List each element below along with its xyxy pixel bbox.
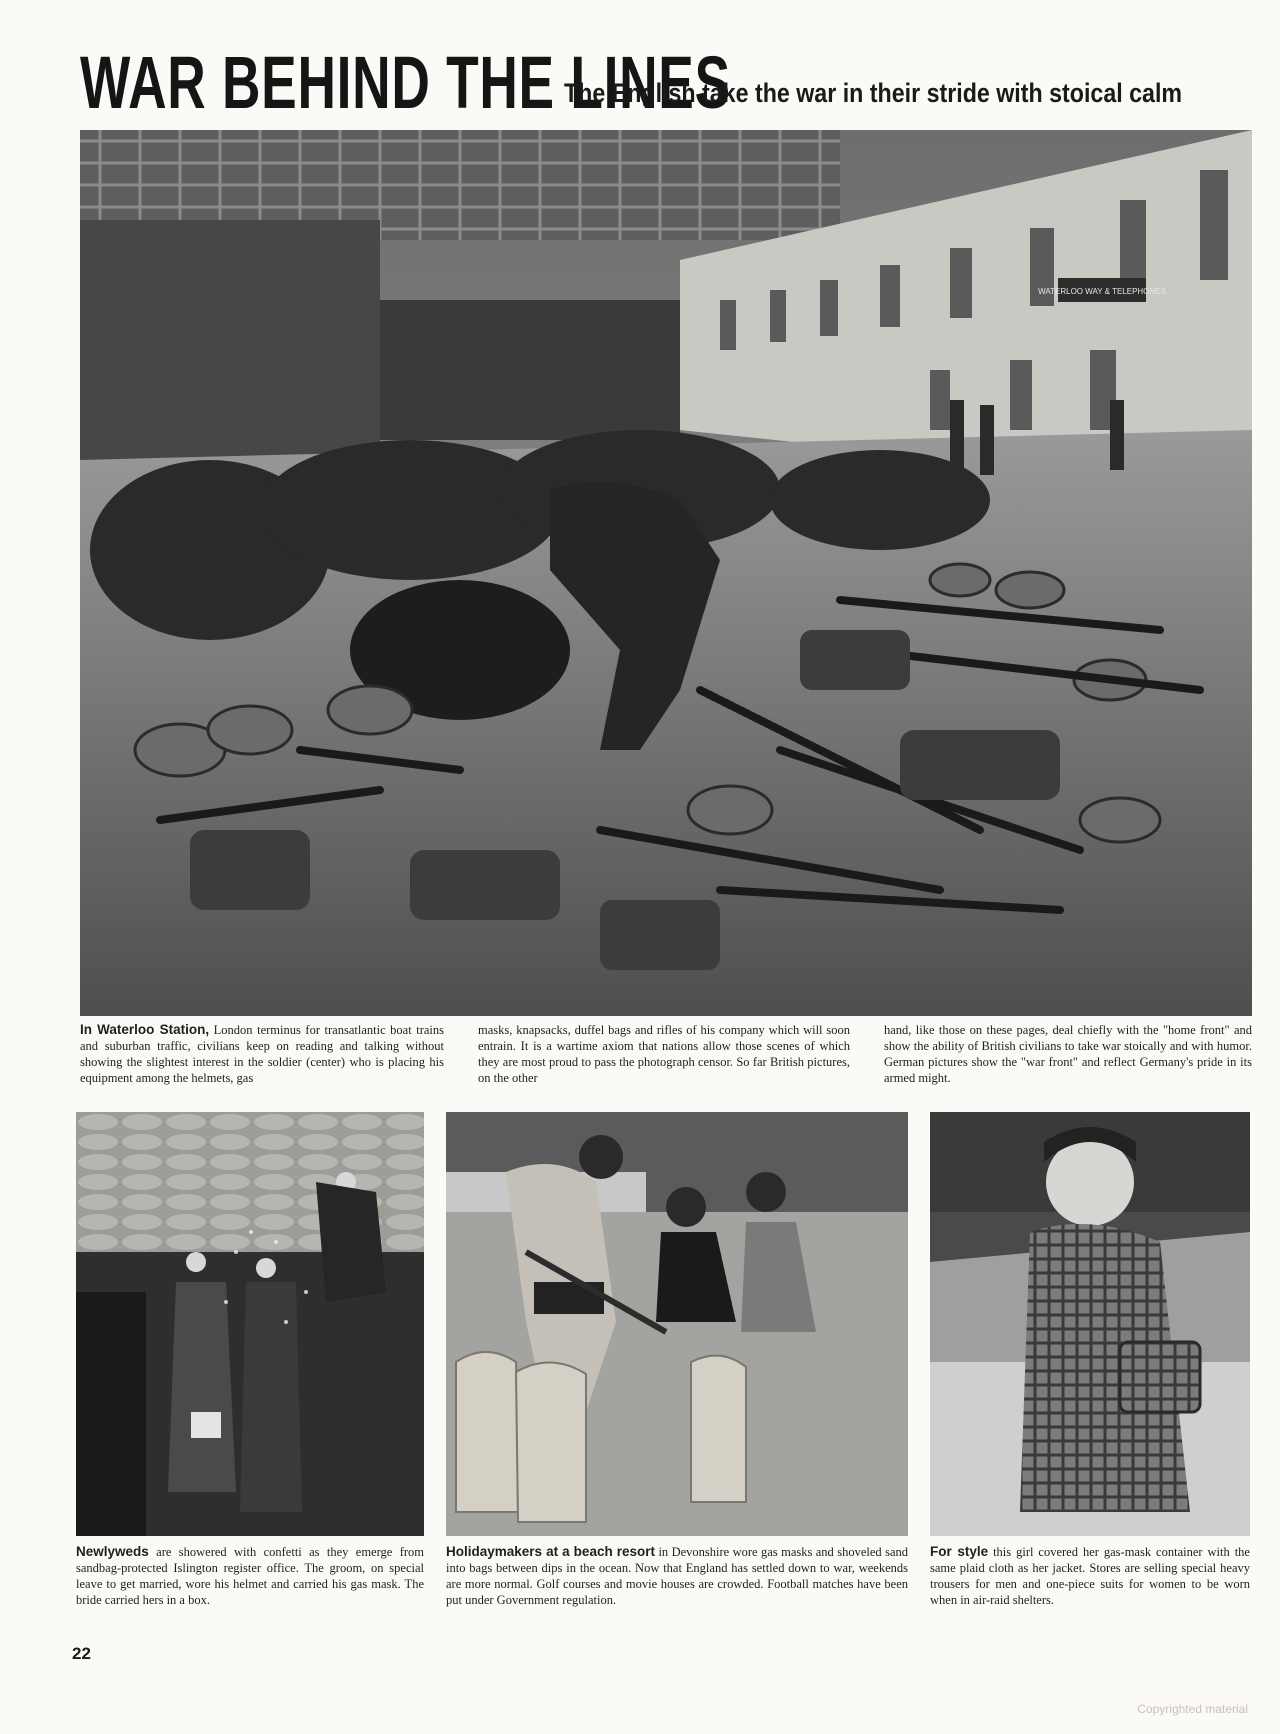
page-subtitle: The English take the war in their stride with stoical calm	[564, 78, 1183, 108]
page-number: 22	[72, 1644, 91, 1663]
newlyweds-caption-text: are showered with confetti as they emerge from sandbag-protected Islington register office. The groom, on special leave to get married, wore his helmet and carried his gas mask. The bride carried hers in a box.	[76, 1545, 424, 1607]
station-sign: WATERLOO WAY & TELEPHONES	[1038, 287, 1166, 296]
beach-caption	[446, 1544, 908, 1608]
waterloo-station-photo	[80, 130, 1252, 1016]
style-caption-lead: For style	[930, 1544, 989, 1559]
newlyweds-caption-lead: Newlyweds	[76, 1544, 149, 1559]
beach-resort-photo	[446, 1112, 908, 1536]
main-caption-column-3	[884, 1022, 1252, 1086]
copyright-watermark: Copyrighted material	[1137, 1702, 1248, 1716]
style-caption	[930, 1544, 1250, 1608]
beach-caption-lead: Holidaymakers at a beach resort	[446, 1544, 656, 1559]
main-caption-text-2: masks, knapsacks, duffel bags and rifles of his company which will soon entrain. It is a wartime axiom that nations allow those scenes of which they are most proud to pass the photograph censor. So far British pictures, on the other	[478, 1023, 850, 1085]
gas-mask-style-photo	[930, 1112, 1250, 1536]
beach-caption-text: in Devonshire wore gas masks and shoveled sand into bags between dips in the ocean. Now that England has settled down to war, weekends are more normal. Golf courses and movie houses are crowded. Football matches have been put under Government regulation.	[446, 1545, 908, 1607]
newlyweds-photo	[76, 1112, 424, 1536]
main-caption-column-1	[80, 1022, 444, 1086]
main-caption-lead: In Waterloo Station,	[80, 1022, 210, 1037]
page-title: WAR BEHIND THE LINES	[80, 41, 731, 124]
newlyweds-caption	[76, 1544, 424, 1608]
main-caption-text-1: London terminus for transatlantic boat trains and suburban traffic, civilians keep on reading and talking without showing the slightest interest in the soldier (center) who is placing his equipment among the helmets, gas	[80, 1023, 445, 1085]
main-caption-column-2	[478, 1022, 850, 1086]
main-caption-text-3: hand, like those on these pages, deal chiefly with the "home front" and show the ability of British civilians to take war stoically and with humor. German pictures show the "war front" and reflect Germany's pride in its armed might.	[884, 1023, 1252, 1085]
style-caption-text: this girl covered her gas-mask container with the same plaid cloth as her jacket. Stores are selling special heavy trousers for men and one-piece suits for women to be worn when in air-raid shelters.	[930, 1545, 1250, 1607]
